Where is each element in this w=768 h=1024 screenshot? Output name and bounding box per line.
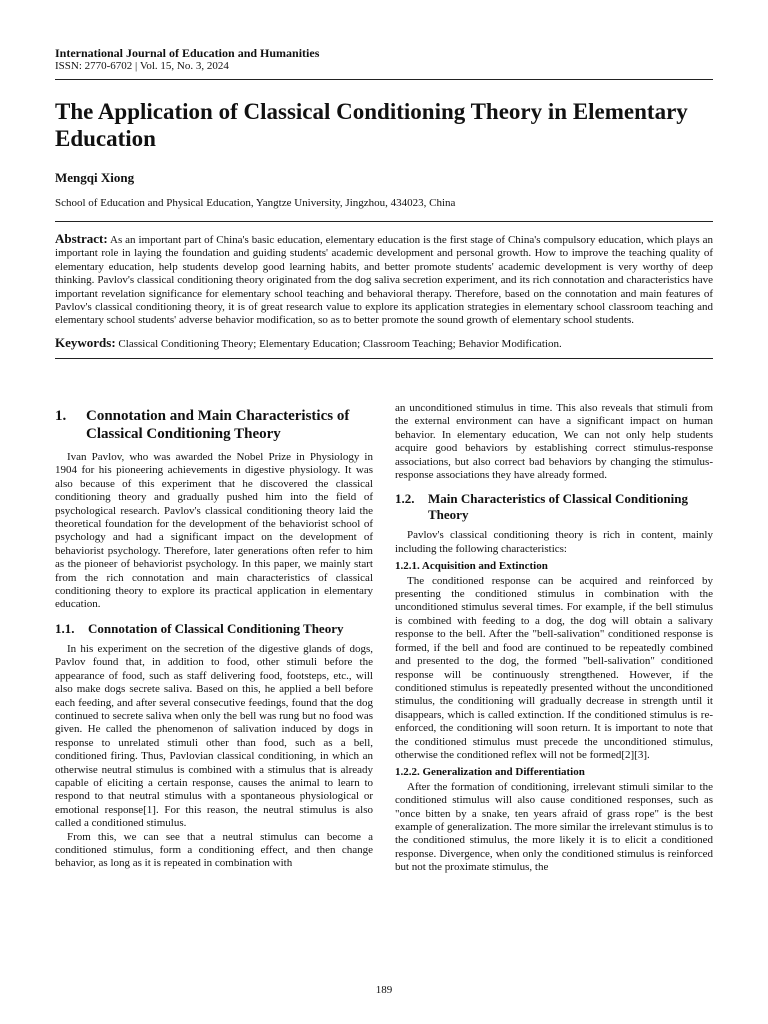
abstract xyxy=(55,232,713,328)
author-name: Mengqi Xiong xyxy=(55,170,135,185)
section-1-1-title: Connotation of Classical Conditioning Theory xyxy=(88,620,344,636)
header-divider xyxy=(55,79,713,80)
subsection-1-2-2-title: 1.2.2. Generalization and Differentiation xyxy=(395,766,585,779)
section-1-paragraph: Ivan Pavlov, who was awarded the Nobel Prize in Physiology in 1904 for his pioneering achievements in digestive physiology. It was also because of this experiment that he discovered the classical conditioning theory and gradually pushed him into the field of psychological research. Pavlov's classical conditioning theory laid the theoretical foundation for the development of the behaviorist school of psychology and had a significant impact on the development of behaviorist psychology. Therefore, later generations often refer to him as the pioneer of behaviorist psychology. In this paper, we mainly start from the rich connotation and main characteristics of classical conditioning theory to explore its practical application in elementary education. xyxy=(55,451,373,611)
subsection-1-2-1-title: 1.2.1. Acquisition and Extinction xyxy=(395,560,548,573)
paper-title: The Application of Classical Conditioning Theory in Elementary Education xyxy=(55,99,688,151)
journal-name: International Journal of Education and Humanities xyxy=(55,46,320,60)
section-1-2-title: Main Characteristics of Classical Conditioning Theory xyxy=(428,491,688,523)
section-1-2-heading xyxy=(395,491,713,523)
keywords xyxy=(55,336,713,351)
section-1-title: Connotation and Main Characteristics of Classical Conditioning Theory xyxy=(86,408,350,442)
abstract-top-divider xyxy=(55,221,713,222)
abstract-label: Abstract: xyxy=(55,231,108,246)
section-1-number: 1. xyxy=(55,408,67,424)
abstract-text: As an important part of China's basic education, elementary education is the first stage of China's compulsory education, which plays an important role in laying the foundation and guiding students' academic development and personal growth. How to improve the teaching quality of elementary education, help students develop good learning habits, and better promote students' academic development is very worthy of deep thinking. Pavlov's classical conditioning theory originated from the dog saliva secretion experiment, and its rich connotation and characteristics have important revelation significance for elementary school teaching and behavioral therapy. Therefore, based on the connotation and main features of Pavlov's classical conditioning theory, it is of great research value to explore its application strategies in elementary school classroom teaching and elementary school students' adverse behavior modification, so as to better promote the sound growth of elementary school students. xyxy=(55,234,713,327)
page-number: 189 xyxy=(375,984,393,996)
right-column xyxy=(395,402,713,875)
page-header-area xyxy=(55,46,713,359)
section-1-heading xyxy=(55,408,373,443)
section-1-1-paragraph-2-continued: an unconditioned stimulus in time. This also reveals that stimuli from the external environment can have a significant impact on human behavior. In elementary education, We can not only help students acquire good behaviors by establishing correct stimulus-response associations, but also correct bad behaviors by changing the stimulus-response associations they have already formed. xyxy=(395,402,713,482)
section-1-1-number: 1.1. xyxy=(55,620,75,636)
section-1-1-paragraph-1: In his experiment on the secretion of the digestive glands of dogs, Pavlov found that, in addition to food, other stimuli before the appearance of food, such as staff delivering food, footsteps, etc., will also make dogs secrete saliva. Based on this, he applied a bell before each feeding, and after several consecutive feedings, found that the dog continued to secrete saliva when only the bell was rung but no food was given. He called the phenomenon of salivation induced by dogs in response to unrelated stimuli other than food, such as a bell, conditioned firing. Thus, Pavlovian classical conditioning, in which an otherwise neutral stimulus is combined with a stimulus that is already capable of eliciting a certain response, causes the animal to learn to respond to that neutral stimulus with a spontaneous physiological or emotional response[1]. For this reason, the neutral stimulus is also called a conditioned stimulus. xyxy=(55,642,373,830)
author-affiliation: School of Education and Physical Education, Yangtze University, Jingzhou, 434023, China xyxy=(55,197,456,209)
keywords-divider xyxy=(55,358,713,359)
keywords-label: Keywords: xyxy=(55,334,116,350)
subsection-1-2-2-text: After the formation of conditioning, irrelevant stimuli similar to the conditioned stimulus will also cause conditioned responses, such as "once bitten by a snake, ten years afraid of grass rope" is the best example of generalization. The more similar the irrelevant stimulus is to the conditioned stimulus, the more likely it is to elicit a conditioned response. Divergence, when only the conditioned stimulus is reinforced but not the proximate stimulus, the xyxy=(395,780,713,874)
keywords-text: Classical Conditioning Theory; Elementary Education; Classroom Teaching; Behavior Modification. xyxy=(118,337,562,350)
section-1-2-intro: Pavlov's classical conditioning theory is rich in content, mainly including the following characteristics: xyxy=(395,529,713,555)
section-1-1-heading xyxy=(55,621,373,637)
body-columns xyxy=(55,402,713,962)
subsection-1-2-1-text: The conditioned response can be acquired and reinforced by presenting the conditioned stimulus in combination with the unconditioned stimulus several times. For example, if the bell stimulus is combined with feeding to a dog, the dog will obtain a salivary response to the bell. After the "bell-salivation" conditioned response is formed, if the bell and food are continued to be repeatedly combined and presented to the dog, the formed "bell-salivation" conditioned response will be continuously strengthened. However, if the conditioned stimulus is repeatedly presented without the unconditioned stimulus, the conditioning will gradually decrease in strength until it disappears, which is called extinction. If the conditioned stimulus is re-enforced, the conditioning will soon return. It is important to note that the conditioned stimulus must precede the unconditioned stimulus, otherwise the conditioned reflex will not be formed[2][3]. xyxy=(395,574,713,761)
journal-issn: ISSN: 2770-6702 | Vol. 15, No. 3, 2024 xyxy=(55,60,229,72)
section-1-2-number: 1.2. xyxy=(395,491,415,507)
left-column xyxy=(55,402,373,871)
section-1-1-paragraph-2: From this, we can see that a neutral stimulus can become a conditioned stimulus, form a conditioning effect, and then change behavior, as long as it is repeated in combination with xyxy=(55,830,373,870)
